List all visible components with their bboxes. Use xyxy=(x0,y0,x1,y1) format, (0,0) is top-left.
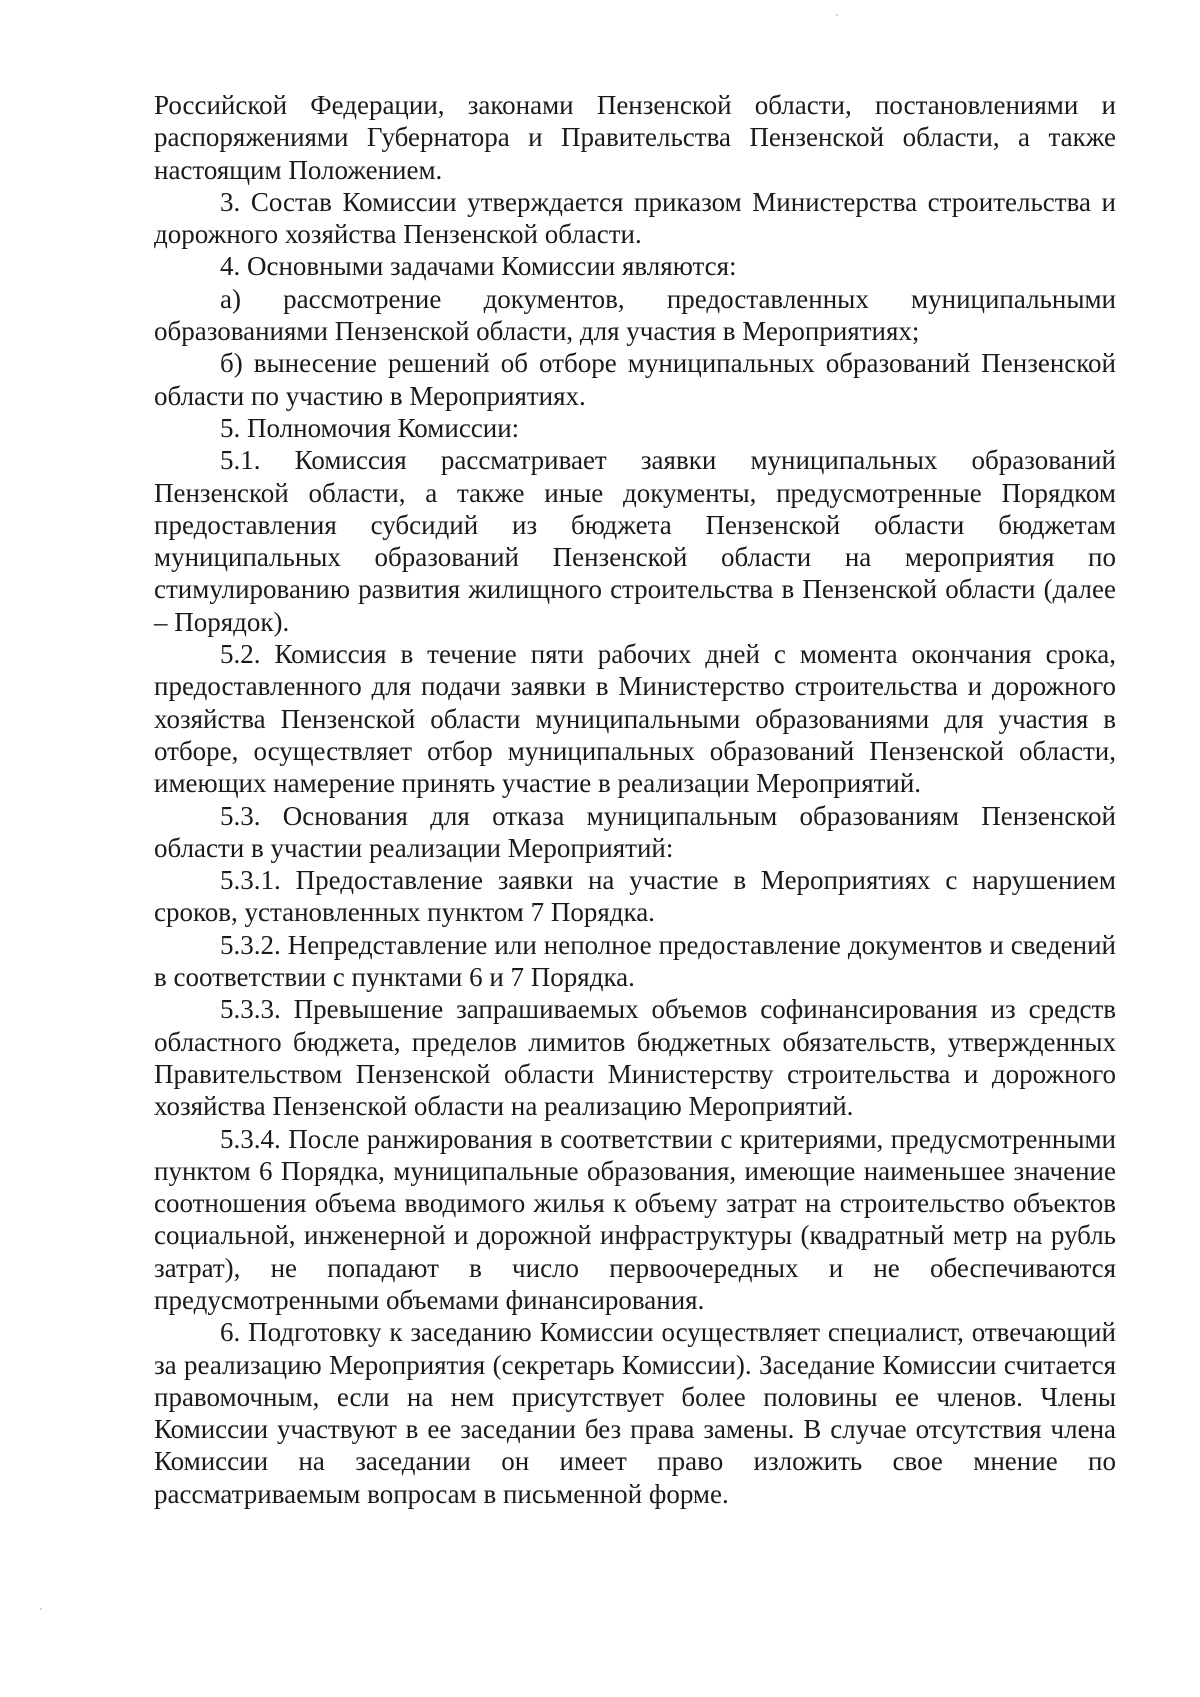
paragraph-4a: а) рассмотрение документов, предоставленных муниципальными образованиями Пензенской области, для участия в Мероприятиях; xyxy=(154,283,1116,347)
paragraph-5-1: 5.1. Комиссия рассматривает заявки муниципальных образований Пензенской области, а также иные документы, предусмотренные Порядком предоставления субсидий из бюджета Пензенской области бюджетам муниципальных образований Пензенской области на мероприятия по стимулированию развития жилищного строительства в Пензенской области (далее – Порядок). xyxy=(154,445,1116,637)
scan-speck xyxy=(836,14,838,16)
paragraph-continuation: Российской Федерации, законами Пензенской области, постановлениями и распоряжениями Губернатора и Правительства Пензенской области, а также настоящим Положением. xyxy=(154,90,1116,185)
paragraph-5-3-4: 5.3.4. После ранжирования в соответствии с критериями, предусмотренными пунктом 6 Порядка, муниципальные образования, имеющие наименьшее значение соотношения объема вводимого жилья к объему затрат на строительство объектов социальной, инженерной и дорожной инфраструктуры (квадратный метр на рубль затрат), не попадают в число первоочередных и не обеспечиваются предусмотренными объемами финансирования. xyxy=(154,1123,1116,1315)
paragraph-6: 6. Подготовку к заседанию Комиссии осуществляет специалист, отвечающий за реализацию Мероприятия (секретарь Комиссии). Заседание Комиссии считается правомочным, если на нем присутствует более половины ее членов. Члены Комиссии участвуют в ее заседании без права замены. В случае отсутствия члена Комиссии на заседании он имеет право изложить свое мнение по рассматриваемым вопросам в письменной форме. xyxy=(154,1317,1116,1509)
paragraph-5-3-3: 5.3.3. Превышение запрашиваемых объемов софинансирования из средств областного бюджета, пределов лимитов бюджетных обязательств, утвержденных Правительством Пензенской области Министерству строительства и дорожного хозяйства Пензенской области на реализацию Мероприятий. xyxy=(154,994,1116,1122)
document-body xyxy=(154,89,1116,1510)
paragraph-4: 4. Основными задачами Комиссии являются: xyxy=(220,251,737,282)
paragraph-5-3: 5.3. Основания для отказа муниципальным образованиям Пензенской области в участии реализации Мероприятий: xyxy=(154,800,1116,863)
paragraph-4b: б) вынесение решений об отборе муниципальных образований Пензенской области по участию в Мероприятиях. xyxy=(154,348,1116,411)
scan-speck xyxy=(40,1608,42,1610)
paragraph-5-2: 5.2. Комиссия в течение пяти рабочих дней с момента окончания срока, предоставленного для подачи заявки в Министерство строительства и дорожного хозяйства Пензенской области муниципальными образованиями для участия в отборе, осуществляет отбор муниципальных образований Пензенской области, имеющих намерение принять участие в реализации Мероприятий. xyxy=(154,639,1116,799)
paragraph-5-3-2: 5.3.2. Непредставление или неполное предоставление документов и сведений в соответствии с пунктами 6 и 7 Порядка. xyxy=(154,929,1116,993)
paragraph-3: 3. Состав Комиссии утверждается приказом Министерства строительства и дорожного хозяйства Пензенской области. xyxy=(154,186,1116,250)
paragraph-5: 5. Полномочия Комиссии: xyxy=(220,412,520,443)
paragraph-5-3-1: 5.3.1. Предоставление заявки на участие в Мероприятиях с нарушением сроков, установленных пунктом 7 Порядка. xyxy=(154,865,1116,928)
